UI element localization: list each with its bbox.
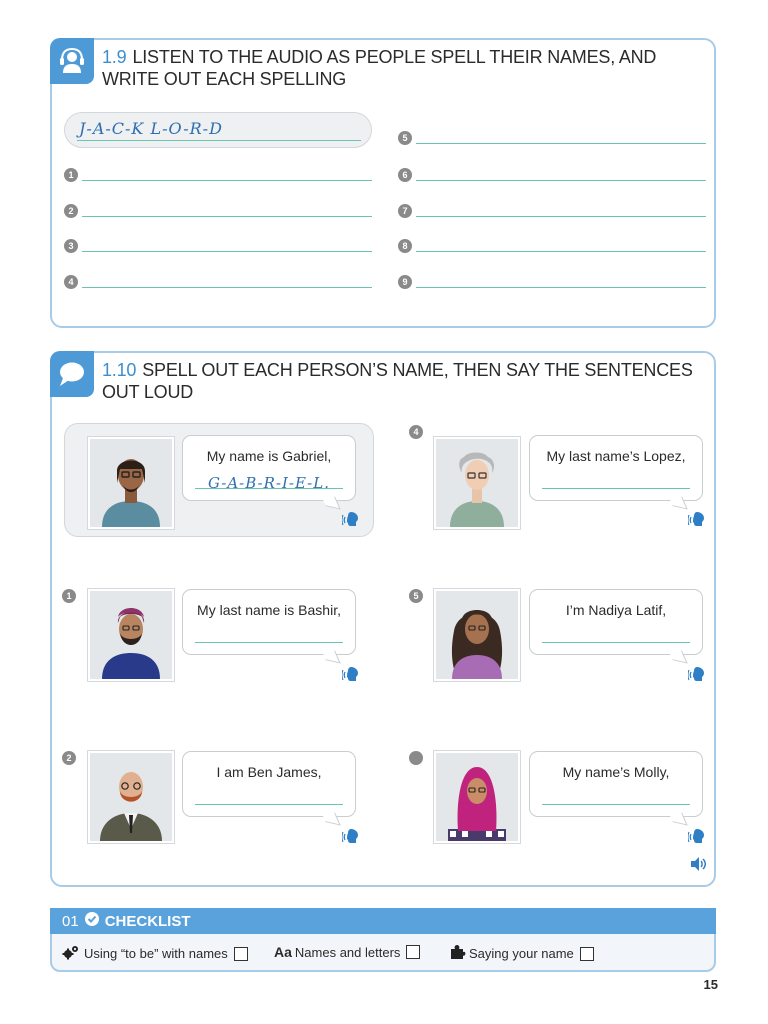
answer-line-4[interactable] bbox=[82, 287, 372, 288]
answer-line-3[interactable] bbox=[82, 251, 372, 252]
speak-icon[interactable] bbox=[688, 827, 706, 845]
checklist-item-to-be bbox=[62, 944, 248, 963]
speak-icon[interactable] bbox=[342, 827, 360, 845]
answer-line-6[interactable] bbox=[416, 180, 706, 181]
item-number: 2 bbox=[64, 204, 78, 218]
checklist-label: Saying your name bbox=[469, 946, 574, 961]
speech-bubble-3 bbox=[529, 435, 703, 501]
page-number: 15 bbox=[703, 977, 718, 992]
item-number bbox=[409, 751, 423, 765]
answer-line-8[interactable] bbox=[416, 251, 706, 252]
checklist-header bbox=[50, 908, 716, 934]
bubble-sentence: I’m Nadiya Latif, bbox=[565, 602, 667, 618]
answer-line-9[interactable] bbox=[416, 287, 706, 288]
portrait-gabriel bbox=[88, 437, 174, 529]
item-number: 5 bbox=[409, 589, 423, 603]
item-number: 1 bbox=[62, 589, 76, 603]
answer-line[interactable] bbox=[542, 642, 690, 643]
answer-line-5[interactable] bbox=[416, 143, 706, 144]
unit-number: 01 bbox=[62, 912, 79, 930]
check-circle-icon bbox=[85, 912, 99, 930]
speech-bubble-example bbox=[182, 435, 356, 501]
answer-line-1[interactable] bbox=[82, 180, 372, 181]
speech-bubble-1 bbox=[182, 589, 356, 655]
speak-icon[interactable] bbox=[688, 665, 706, 683]
checkbox[interactable] bbox=[580, 947, 594, 961]
item-number: 1 bbox=[64, 168, 78, 182]
bubble-sentence: My last name is Bashir, bbox=[197, 602, 341, 618]
answer-line[interactable] bbox=[542, 804, 690, 805]
item-number: 2 bbox=[62, 751, 76, 765]
exercise-1-9-panel bbox=[50, 38, 716, 328]
checklist-item-saying-name bbox=[450, 944, 594, 963]
answer-line[interactable] bbox=[195, 642, 343, 643]
item-number: 4 bbox=[409, 425, 423, 439]
exercise-1-10-panel bbox=[50, 351, 716, 887]
speak-icon[interactable] bbox=[342, 665, 360, 683]
checklist-label: Names and letters bbox=[294, 944, 401, 960]
answer-line[interactable] bbox=[542, 488, 690, 489]
speech-bubble-4 bbox=[529, 589, 703, 655]
item-number: 6 bbox=[398, 168, 412, 182]
example-spelling: G-A-B-R-I-E-L. bbox=[208, 474, 330, 492]
checkbox[interactable] bbox=[406, 945, 420, 959]
item-number: 5 bbox=[398, 131, 412, 145]
example-answer-text: J-A-C-K L-O-R-D bbox=[79, 119, 223, 138]
answer-line[interactable] bbox=[195, 804, 343, 805]
example-answer bbox=[64, 112, 372, 148]
checklist-label: Using “to be” with names bbox=[84, 946, 228, 961]
exercise-title: 1.9 LISTEN TO THE AUDIO AS PEOPLE SPELL THEIR NAMES, AND WRITE OUT EACH SPELLING bbox=[102, 47, 657, 89]
bubble-sentence: My last name’s Lopez, bbox=[546, 448, 686, 464]
checklist-title: CHECKLIST bbox=[104, 912, 191, 930]
item-number: 8 bbox=[398, 239, 412, 253]
speak-icon[interactable] bbox=[688, 510, 706, 528]
exercise-title: 1.10 SPELL OUT EACH PERSON’S NAME, THEN SAY THE SENTENCES OUT LOUD bbox=[102, 360, 693, 402]
portrait-lopez bbox=[434, 589, 520, 681]
headphones-icon bbox=[50, 38, 94, 84]
audio-speaker-icon[interactable] bbox=[690, 856, 708, 872]
bubble-sentence: My name’s Molly, bbox=[562, 764, 670, 780]
checkbox[interactable] bbox=[234, 947, 248, 961]
exercise-number: 1.10 bbox=[102, 360, 137, 380]
gears-icon bbox=[62, 944, 80, 963]
checklist-panel bbox=[50, 908, 716, 972]
portrait-ben-james bbox=[88, 751, 174, 843]
answer-line-2[interactable] bbox=[82, 216, 372, 217]
portrait-bashir bbox=[88, 589, 174, 681]
item-number: 9 bbox=[398, 275, 412, 289]
checklist-item-letters bbox=[274, 944, 420, 960]
exercise-number: 1.9 bbox=[102, 47, 127, 67]
item-number: 7 bbox=[398, 204, 412, 218]
speech-bubble-icon bbox=[50, 351, 94, 397]
bubble-sentence: I am Ben James, bbox=[216, 764, 322, 780]
answer-line-7[interactable] bbox=[416, 216, 706, 217]
item-number: 4 bbox=[64, 275, 78, 289]
bubble-sentence: My name is Gabriel, bbox=[206, 448, 332, 464]
letters-icon: Aa bbox=[274, 944, 292, 960]
speech-bubble-5 bbox=[529, 751, 703, 817]
portrait-molly bbox=[434, 437, 520, 529]
portrait-nadiya-latif bbox=[434, 751, 520, 843]
puzzle-icon bbox=[450, 944, 466, 963]
speech-bubble-2 bbox=[182, 751, 356, 817]
speak-icon[interactable] bbox=[342, 510, 360, 528]
item-number: 3 bbox=[64, 239, 78, 253]
